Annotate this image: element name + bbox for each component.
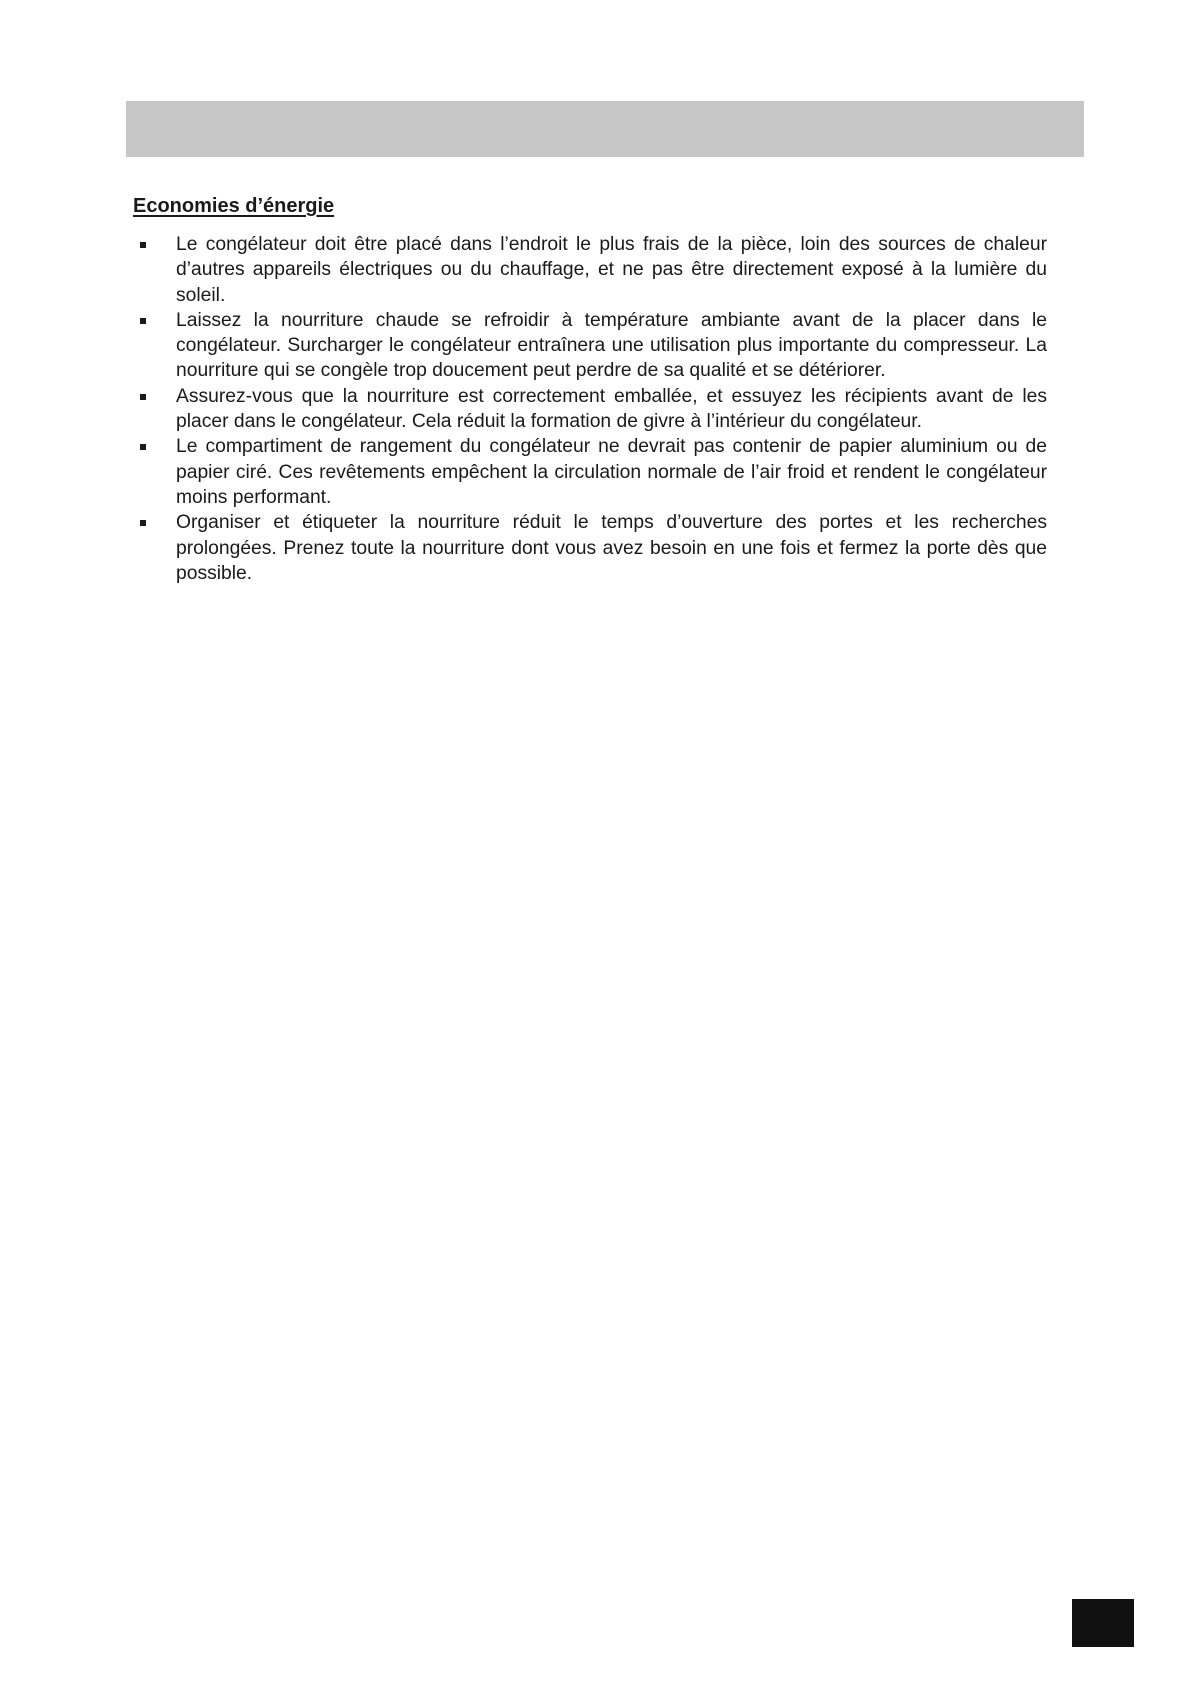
square-bullet-icon <box>140 520 146 526</box>
list-item <box>133 308 1047 384</box>
tip-text: Le congélateur doit être placé dans l’endroit le plus frais de la pièce, loin des sources de chaleur d’autres appareils électriques ou du chauffage, et ne pas être directement exposé à la lumière du soleil. <box>176 234 1047 306</box>
square-bullet-icon <box>140 242 146 248</box>
page-marker <box>1072 1599 1134 1647</box>
tip-text: Le compartiment de rangement du congélateur ne devrait pas contenir de papier aluminium ou de papier ciré. Ces revêtements empêchent la circulation normale de l’air froid et rendent le congélateur moins performant. <box>176 436 1047 508</box>
list-item <box>133 434 1047 510</box>
tip-text: Laissez la nourriture chaude se refroidir à température ambiante avant de la placer dans le congélateur. Surcharger le congélateur entraînera une utilisation plus importante du compresseur. La nourriture qui se congèle trop doucement peut perdre de sa qualité et se détériorer. <box>176 309 1047 382</box>
tip-text: Assurez-vous que la nourriture est correctement emballée, et essuyez les récipients avant de les placer dans le congélateur. Cela réduit la formation de givre à l’intérieur du congélateur. <box>176 385 1047 433</box>
energy-tips-list <box>133 232 1047 586</box>
list-item <box>133 384 1047 435</box>
section-title: Economies d’énergie <box>133 195 335 217</box>
list-item <box>133 232 1047 308</box>
list-item <box>133 510 1047 586</box>
header-band <box>126 101 1084 157</box>
square-bullet-icon <box>140 394 146 400</box>
tip-text: Organiser et étiqueter la nourriture réduit le temps d’ouverture des portes et les recherches prolongées. Prenez toute la nourriture dont vous avez besoin en une fois et fermez la porte dès que possible. <box>176 512 1047 584</box>
square-bullet-icon <box>140 444 146 450</box>
square-bullet-icon <box>140 318 146 324</box>
